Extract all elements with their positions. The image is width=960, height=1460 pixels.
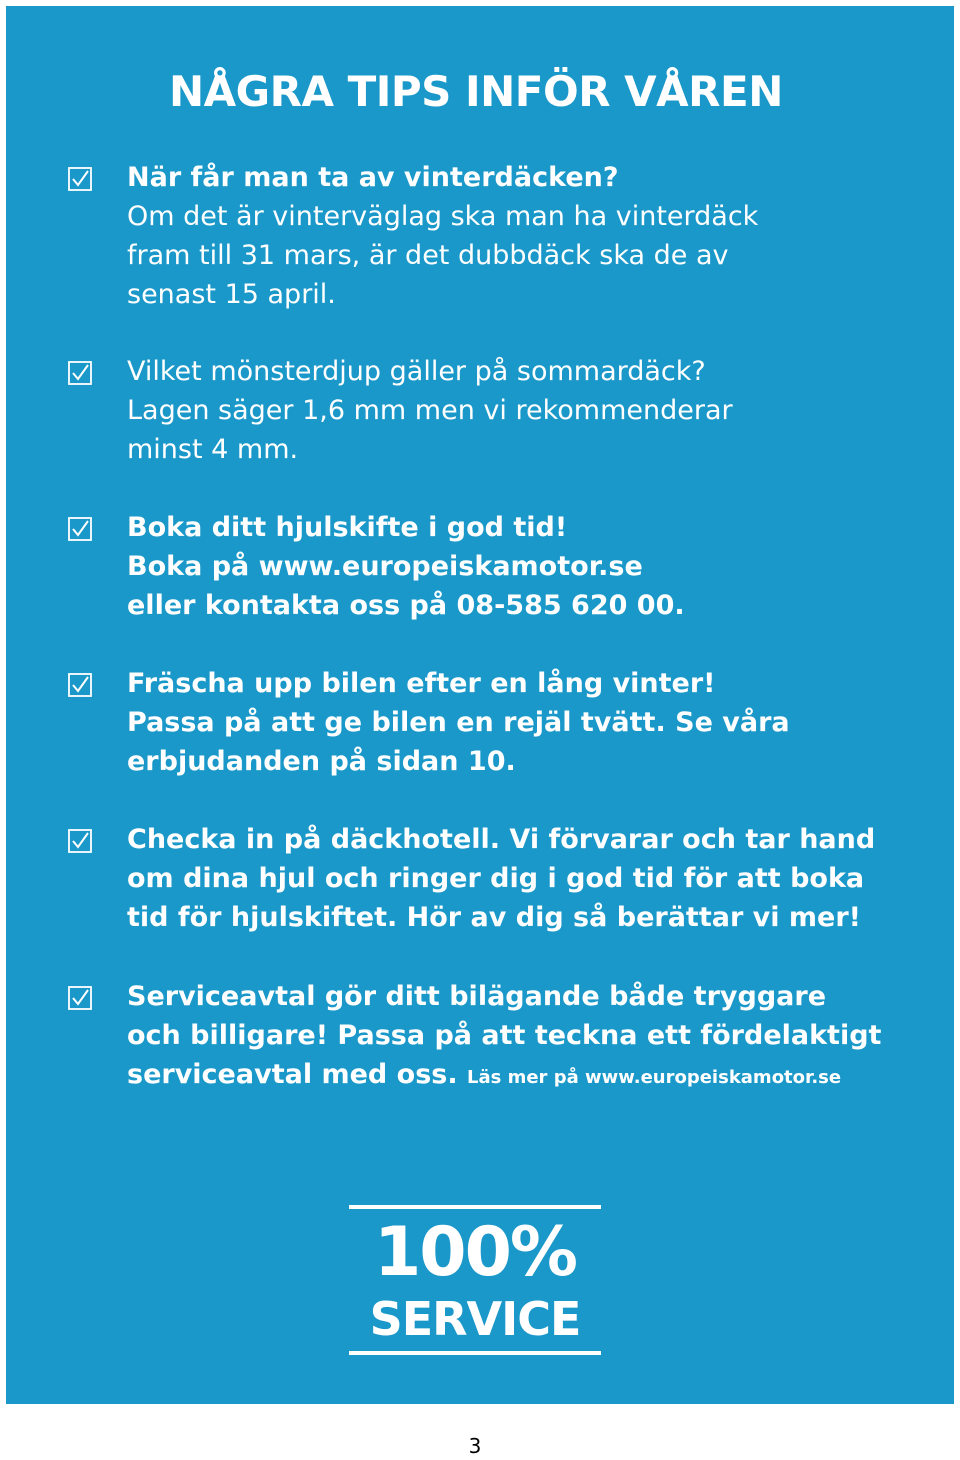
tip-line: fram till 31 mars, är det dubbdäck ska de av [127,240,729,271]
tip-line: Lagen säger 1,6 mm men vi rekommenderar [127,395,733,426]
tip-heading: Serviceavtal gör ditt bilägande både tryggare [127,981,827,1012]
tip-heading: Fräscha upp bilen efter en lång vinter! [127,668,716,699]
tip-heading: Checka in på däckhotell. Vi förvarar och tar hand [127,824,876,855]
tip-heading: När får man ta av vinterdäcken? [127,162,619,193]
tip-line: Boka på www.europeiskamotor.se [127,551,643,582]
tip-line-text: serviceavtal med oss. [127,1059,458,1090]
tip-text [127,820,917,937]
tip-heading: Vilket mönsterdjup gäller på sommardäck? [127,356,706,387]
tip-text [127,352,917,469]
tip-heading: Boka ditt hjulskifte i god tid! [127,512,568,543]
tip-line: och billigare! Passa på att teckna ett fördelaktigt [127,1020,882,1051]
tip-line: Passa på att ge bilen en rejäl tvätt. Se våra [127,707,790,738]
badge-percent: 100% [373,1213,577,1292]
tip-line: eller kontakta oss på 08-585 620 00. [127,590,685,621]
tip-text [127,977,917,1097]
tip-line: erbjudanden på sidan 10. [127,746,516,777]
tip-line [127,1055,917,1097]
badge-label: SERVICE [369,1292,581,1346]
checkbox-checked-icon [68,986,92,1010]
tip-text [127,158,917,314]
checkbox-checked-icon [68,361,92,385]
tip-line: tid för hjulskiftet. Hör av dig så berättar vi mer! [127,902,861,933]
tip-text [127,664,917,781]
tips-panel [6,6,954,1404]
page-number: 3 [468,1434,482,1458]
read-more-link[interactable]: Läs mer på www.europeiskamotor.se [467,1067,842,1088]
tip-line: Om det är vinterväglag ska man ha vinterdäck [127,201,759,232]
page-title: NÅGRA TIPS INFÖR VÅREN [169,67,783,116]
tip-text [127,508,917,625]
tip-line: senast 15 april. [127,279,336,310]
checkbox-checked-icon [68,167,92,191]
checkbox-checked-icon [68,517,92,541]
checkbox-checked-icon [68,673,92,697]
tip-line: om dina hjul och ringer dig i god tid för att boka [127,863,865,894]
checkbox-checked-icon [68,829,92,853]
service-badge [349,1205,601,1355]
tip-line: minst 4 mm. [127,434,299,465]
